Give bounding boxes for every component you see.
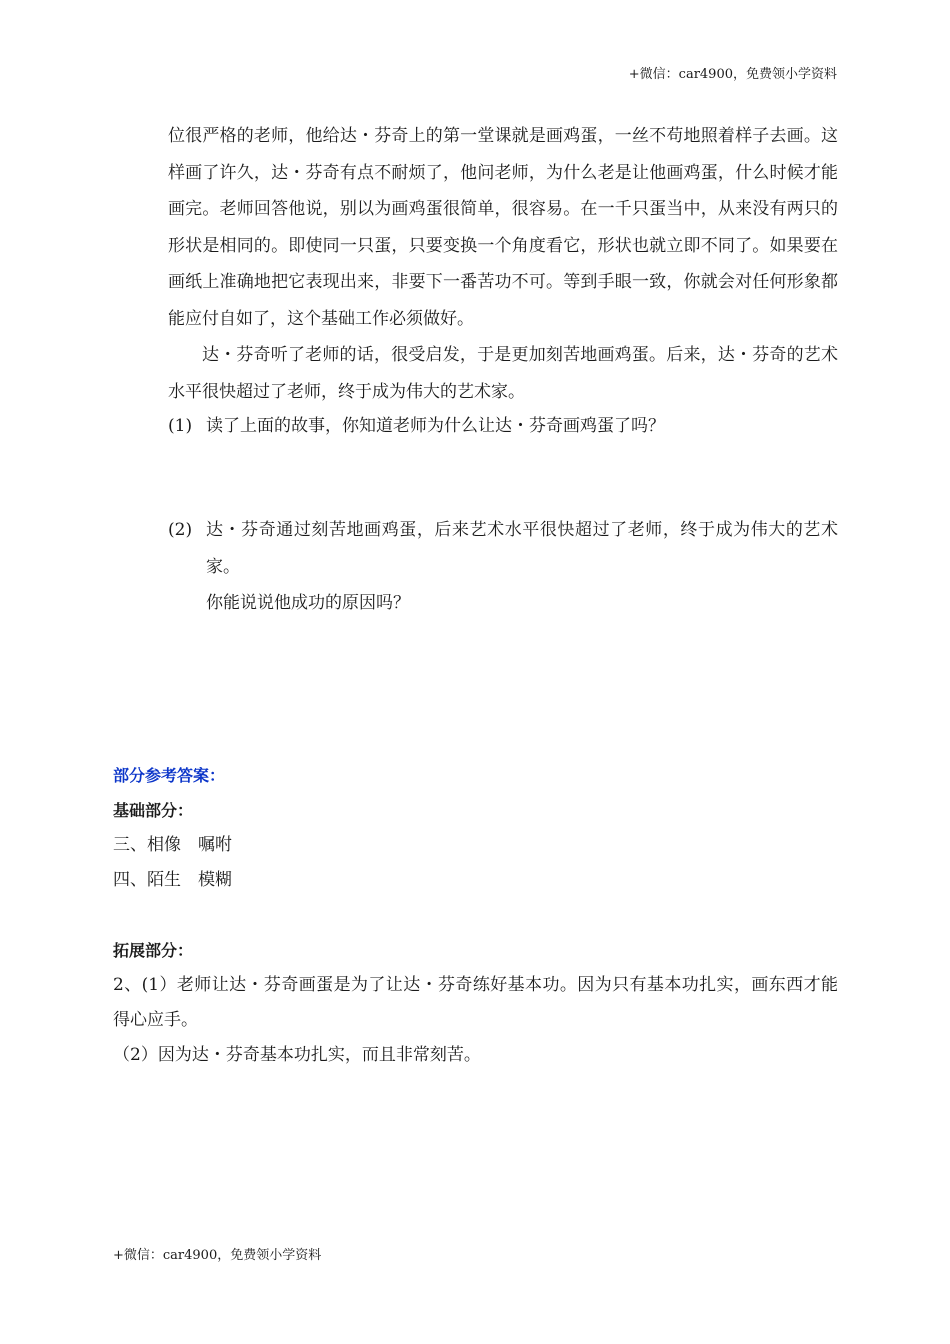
question-2-number: (2) xyxy=(168,520,193,540)
basic-answer-item: 四、陌生 模糊 xyxy=(113,870,232,890)
basic-section-heading: 基础部分： xyxy=(113,801,194,820)
question-2-followup: 你能说说他成功的原因吗？ xyxy=(206,593,410,613)
section-spacer xyxy=(113,898,838,933)
extended-answer-item: （2）因为达・芬奇基本功扎实，而且非常刻苦。 xyxy=(113,1045,481,1065)
question-1-number: (1) xyxy=(168,416,193,436)
header-watermark-note: +微信：car4900，免费领小学资料 xyxy=(628,67,837,82)
basic-answer-item: 三、相像 嘱咐 xyxy=(113,835,232,855)
question-1-text: 读了上面的故事，你知道老师为什么让达・芬奇画鸡蛋了吗？ xyxy=(206,416,665,436)
answer-key-title: 部分参考答案： xyxy=(113,766,226,785)
answer-key xyxy=(113,758,838,1073)
story-paragraph-1: 位很严格的老师，他给达・芬奇上的第一堂课就是画鸡蛋，一丝不苟地照着样子去画。这样画了许久，达・芬奇有点不耐烦了，他问老师，为什么老是让他画鸡蛋，什么时候才能画完。老师回答他说，别以为画鸡蛋很简单，很容易。在一千只蛋当中，从来没有两只的形状是相同的。即使同一只蛋，只要变换一个角度看它，形状也就立即不同了。如果要在画纸上准确地把它表现出来，非要下一番苦功不可。等到手眼一致，你就会对任何形象都能应付自如了，这个基础工作必须做好。 xyxy=(168,126,838,329)
question-2-text: 达・芬奇通过刻苦地画鸡蛋，后来艺术水平很快超过了老师，终于成为伟大的艺术家。 xyxy=(206,520,838,577)
footer-watermark-note: +微信：car4900，免费领小学资料 xyxy=(113,1248,322,1263)
extended-section-heading: 拓展部分： xyxy=(113,941,194,960)
extended-answer-item: 2、(1）老师让达・芬奇画蛋是为了让达・芬奇练好基本功。因为只有基本功扎实，画东西才能得心应手。 xyxy=(113,975,838,1030)
story-text xyxy=(168,118,838,410)
question-2 xyxy=(168,512,838,622)
story-paragraph-2: 达・芬奇听了老师的话，很受启发，于是更加刻苦地画鸡蛋。后来，达・芬奇的艺术水平很快超过了老师，终于成为伟大的艺术家。 xyxy=(168,345,838,402)
question-1 xyxy=(168,408,838,445)
